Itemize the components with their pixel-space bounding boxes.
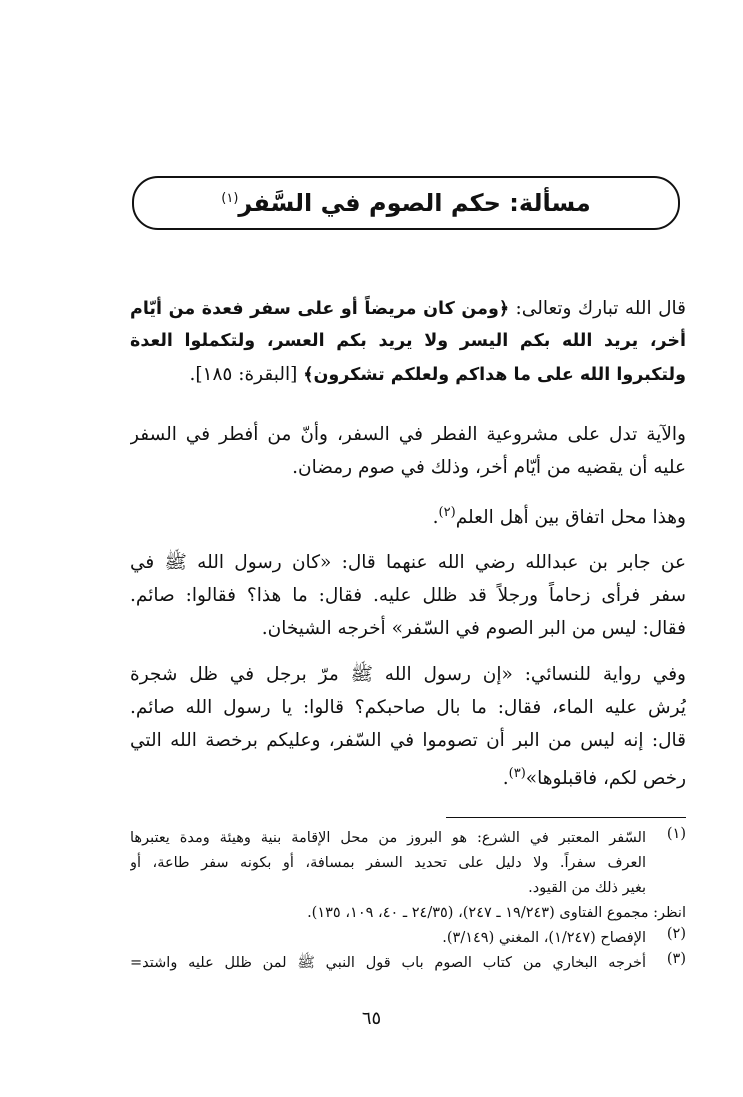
- page-title: [221, 189, 590, 217]
- footnote-text: [130, 826, 646, 901]
- footnote-number: (١): [666, 826, 686, 842]
- footnote-ref: (٢): [438, 505, 456, 520]
- quran-verse: ولتكبروا الله على ما هداكم ولعلكم تشكرون﴾: [303, 365, 686, 385]
- paragraph-end: .: [432, 507, 439, 529]
- footnote-line: أخرجه البخاري من كتاب الصوم باب قول النبي ﷺ لمن ظلل عليه واشتد=: [130, 955, 646, 971]
- footnote-line: بغير ذلك من القيود.: [528, 880, 646, 896]
- paragraph-line: [130, 496, 686, 529]
- footnote-text: [130, 951, 646, 976]
- verse-citation: [البقرة: ١٨٥].: [189, 364, 304, 385]
- footnote-ref: (٣): [508, 766, 526, 781]
- paragraph-line: يُرش عليه الماء، فقال: ما بال صاحبكم؟ قالوا: يا رسول الله صائم.: [130, 697, 686, 718]
- paragraph-line: سفر فرأى زحاماً ورجلاً قد ظلل عليه. فقال: ما هذا؟ فقالوا: صائم.: [130, 585, 686, 606]
- footnote-number: (٣): [666, 951, 686, 967]
- paragraph-line: وفي رواية للنسائي: «إن رسول الله ﷺ مرّ برجل في ظل شجرة: [130, 664, 686, 685]
- paragraph-hadith-nasai: [130, 658, 686, 790]
- paragraph-line: فقال: ليس من البر الصوم في السّفر» أخرجه الشيخان.: [261, 618, 686, 639]
- page-number: ٦٥: [361, 1008, 382, 1029]
- title-frame: [132, 176, 680, 230]
- paragraph-line: قال: إنه ليس من البر أن تصوموا في السّفر، وعليكم برخصة الله التي: [130, 730, 686, 751]
- paragraph-line: والآية تدل على مشروعية الفطر في السفر، وأنّ من أفطر في السفر: [130, 424, 686, 445]
- paragraph-line: عن جابر بن عبدالله رضي الله عنهما قال: «كان رسول الله ﷺ في: [130, 552, 686, 573]
- footnote-item: [130, 826, 686, 901]
- paragraph-text: رخص لكم، فاقبلوها»: [525, 768, 686, 790]
- paragraph-line: عليه أن يقضيه من أيّام أخر، وذلك في صوم رمضان.: [292, 457, 686, 478]
- footnote-line: السّفر المعتبر في الشرع: هو البروز من محل الإقامة بنية وهيئة ومدة يعتبرها: [130, 830, 646, 846]
- footnote-item: [130, 926, 686, 951]
- footnote-item: [130, 951, 686, 976]
- paragraph-line: [130, 292, 686, 325]
- paragraph-line: [130, 358, 686, 391]
- paragraph-consensus: [130, 496, 686, 529]
- verse-intro: قال الله تبارك وتعالى:: [509, 298, 686, 319]
- title-footnote-ref: (١): [221, 191, 239, 206]
- footnote-line: العرف سفراً. ولا دليل على تحديد السفر بمسافة، أو بكونه سفر طاعة، أو: [130, 855, 646, 871]
- footnote-number: (٢): [666, 926, 686, 942]
- footnotes: [130, 826, 686, 976]
- title-text: مسألة: حكم الصوم في السَّفر: [238, 189, 591, 217]
- paragraph-text: وهذا محل اتفاق بين أهل العلم: [455, 507, 686, 529]
- footnote-divider: [446, 817, 686, 818]
- paragraph-end: .: [502, 768, 509, 790]
- paragraph-line: [130, 757, 686, 790]
- paragraph-explanation: [130, 418, 686, 484]
- footnote-line: الإفصاح (١/٢٤٧)، المغني (٣/١٤٩).: [442, 930, 646, 946]
- quran-verse: ﴿ومن كان مريضاً أو على سفر فعدة من أيّام: [130, 299, 510, 319]
- paragraph-verse: [130, 292, 686, 391]
- paragraph-hadith-jabir: [130, 546, 686, 645]
- quran-verse: أخر، يريد الله بكم اليسر ولا يريد بكم العسر، ولتكملوا العدة: [130, 331, 686, 351]
- footnote-text: [130, 926, 646, 951]
- footnote-line: انظر: مجموع الفتاوى (١٩/٢٤٣ ـ ٢٤٧)، (٢٤/٣٥ ـ ٤٠، ١٠٩، ١٣٥).: [307, 905, 686, 921]
